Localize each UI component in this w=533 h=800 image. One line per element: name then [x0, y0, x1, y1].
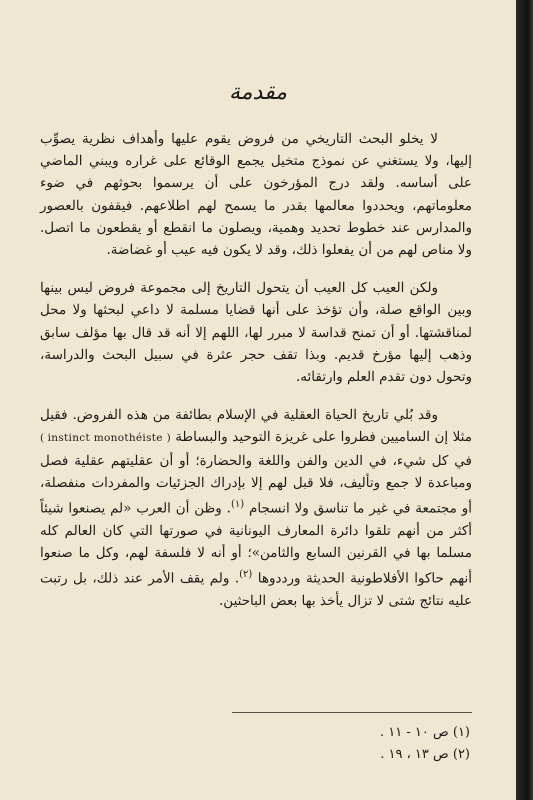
footnotes	[270, 722, 470, 766]
book-gutter	[516, 0, 533, 800]
latin-term: ( instinct monothéiste )	[40, 432, 171, 445]
paragraph-3	[40, 404, 472, 612]
paragraph-3-cont: في كل شيء، في الدين والفن واللغة والحضارة؛ أو أن عقليتهم عقلية فصل ومباعدة لا جمع وتأليف، فلا قبل لهم إلا بإدراك الجزئيات والمفردات منفصلة، أو مجتمعة في غير ما تناسق ولا انسجام	[40, 452, 473, 517]
footnote-1: (١) ص ١٠ - ١١ .	[380, 725, 470, 740]
paragraph-gap	[40, 388, 472, 404]
footnote-ref-2: (٢)	[239, 569, 253, 581]
paragraph-1: لا يخلو البحث التاريخي من فروض يقوم عليها وأهداف نظرية يصوِّب إليها، ولا يستغني عن نموذج متخيل يجمع الوقائع على غراره ويبني الماضي على أساسه. ولقد درج المؤرخون على أن يرسموا بحوثهم في ضوء معلوماتهم، ويحددوا معالمها بقدر ما يسمح لهم اطلاعهم. فيقفون بالعصور والمدارس عند خطوط تحديد وهمية، ويصلون ما انقطع أو يقطعون ما اتصل. ولا مناص لهم من أن يفعلوا ذلك، وقد لا يكون فيه عيب أو غضاضة.	[40, 131, 472, 259]
paragraph-3-text: وقد بُلي تاريخ الحياة العقلية في الإسلام بطائفة من هذه الفروض. فقيل مثلا إن الساميين فطروا على غريزة التوحيد والبساطة	[40, 407, 472, 446]
footnote-2: (٢) ص ١٣ ، ١٩ .	[380, 747, 470, 762]
footnote-divider	[232, 712, 472, 713]
body-text	[40, 128, 472, 612]
paragraph-3-cont-2: . وظن أن العرب «لم يصنعوا شيئاً أكثر من أنهم تلقوا دائرة المعارف اليونانية في صورتها التي كان العالم كله مسلما بها في القرنين السابع والثامن»؛ أو أنه لا فلسفة لهم، وكل ما صنعوا أنهم حاكوا الأفلاطونية الحديثة ورددوها	[40, 500, 472, 587]
paragraph-gap	[40, 261, 472, 277]
paragraph-3-end: . ولم يقف الأمر عند ذلك، بل رتبت عليه نتائج شتى لا تزال يأخذ بها بعض الباحثين.	[40, 570, 472, 609]
page-title: مقدمة	[228, 80, 288, 105]
footnote-ref-1: (١)	[230, 499, 245, 511]
paragraph-2: ولكن العيب كل العيب أن يتحول التاريخ إلى مجموعة فروض ليس بينها وبين الواقع صلة، وأن تؤخذ على أنها قضايا مسلمة لا داعي لبحثها ولا محل لمناقشتها. أو أن تمنح قداسة لا مبرر لها، اللهم إلا أنه قد قال بها مؤلف سابق وذهب إليها مؤرخ قديم. وبذا تقف حجر عثرة في سبيل البحث والدراسة، وتحول دون تقدم العلم وارتقائه.	[40, 280, 472, 386]
